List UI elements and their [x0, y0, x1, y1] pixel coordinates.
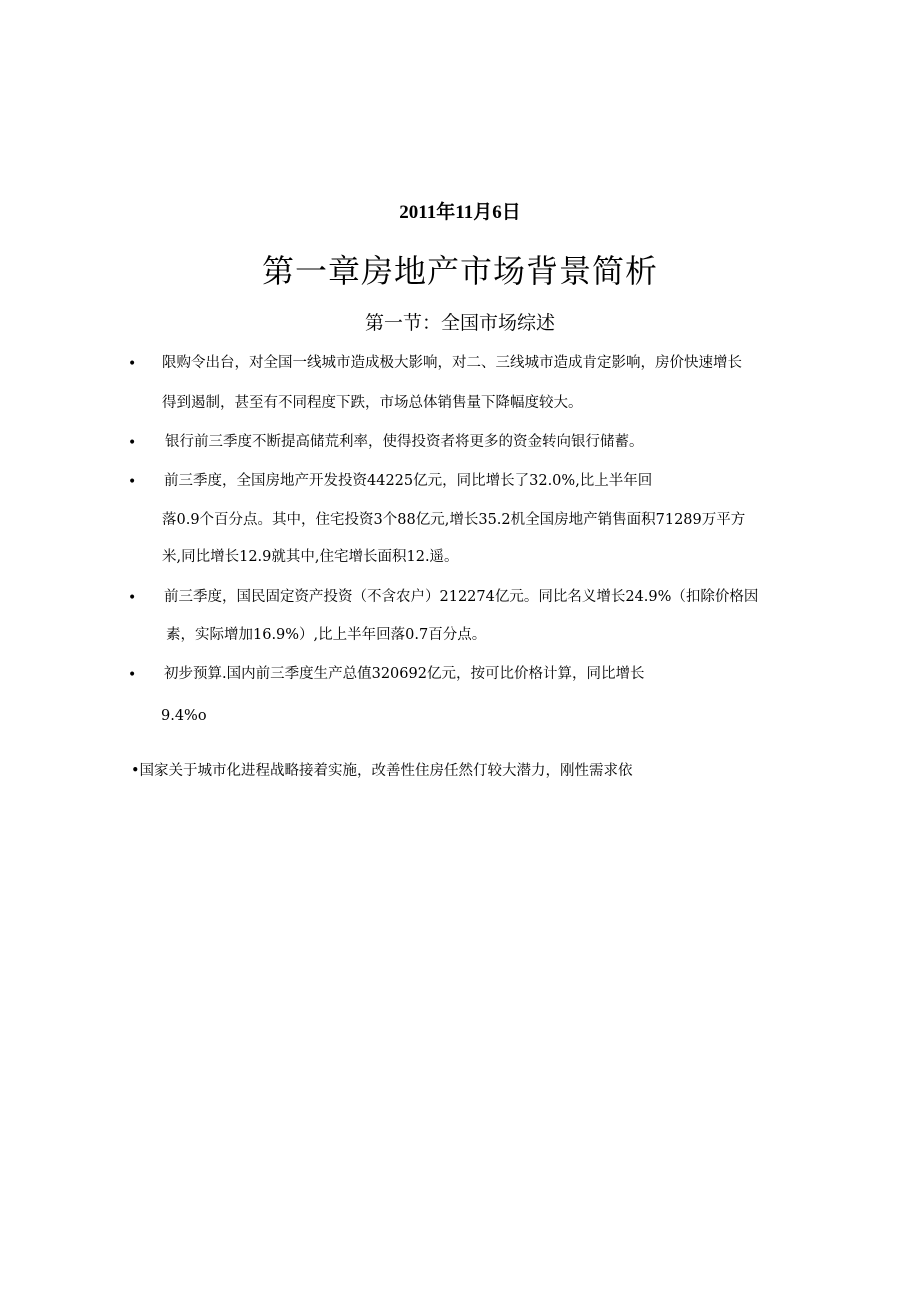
paragraph-line: 米,同比增长12.9就其中,住宅增长面积12.遥。 [162, 549, 459, 565]
final-list-item: •国家关于城市化进程战略接着实施，改善性住房任然仃较大潜力，刚性需求依 [131, 763, 633, 779]
section-title: 第一节：全国市场综述 [364, 312, 555, 334]
paragraph-line: 前三季度，国民固定资产投资（不含农户）212274亿元。同比名义增长24.9%（扣除价格因 [164, 589, 759, 605]
paragraph-line: 素，实际增加16.9%）,比上半年回落0.7百分点。 [166, 627, 487, 643]
bullet-marker: • [128, 590, 137, 606]
paragraph-line: 得到遏制，甚至有不同程度下跌，市场总体销售量下降幅度较大。 [162, 395, 583, 411]
bullet-marker: • [128, 435, 137, 451]
paragraph-line: 银行前三季度不断提高储荒利率，使得投资者将更多的资金转向银行储蓄。 [165, 434, 644, 450]
paragraph-line: 前三季度，全国房地产开发投资44225亿元，同比增长了32.0%,比上半年回 [164, 473, 653, 489]
bullet-marker: • [128, 474, 137, 490]
paragraph-line: 落0.9个百分点。其中，住宅投资3个88亿元,增长35.2机全国房地产销售面积71289万平方 [162, 512, 746, 528]
paragraph-line: 初步预算.国内前三季度生产总值320692亿元，按可比价格计算，同比增长 [164, 666, 645, 682]
paragraph-line: 9.4%o [161, 708, 207, 724]
bullet-marker: • [128, 356, 137, 372]
bullet-marker: • [128, 667, 137, 683]
document-date: 2011年11月6日 [399, 202, 521, 223]
chapter-title: 第一章房地产市场背景简析 [261, 252, 658, 290]
paragraph-line: 限购令出台，对全国一线城市造成极大影响，对二、三线城市造成肯定影响，房价快速增长 [162, 355, 742, 371]
